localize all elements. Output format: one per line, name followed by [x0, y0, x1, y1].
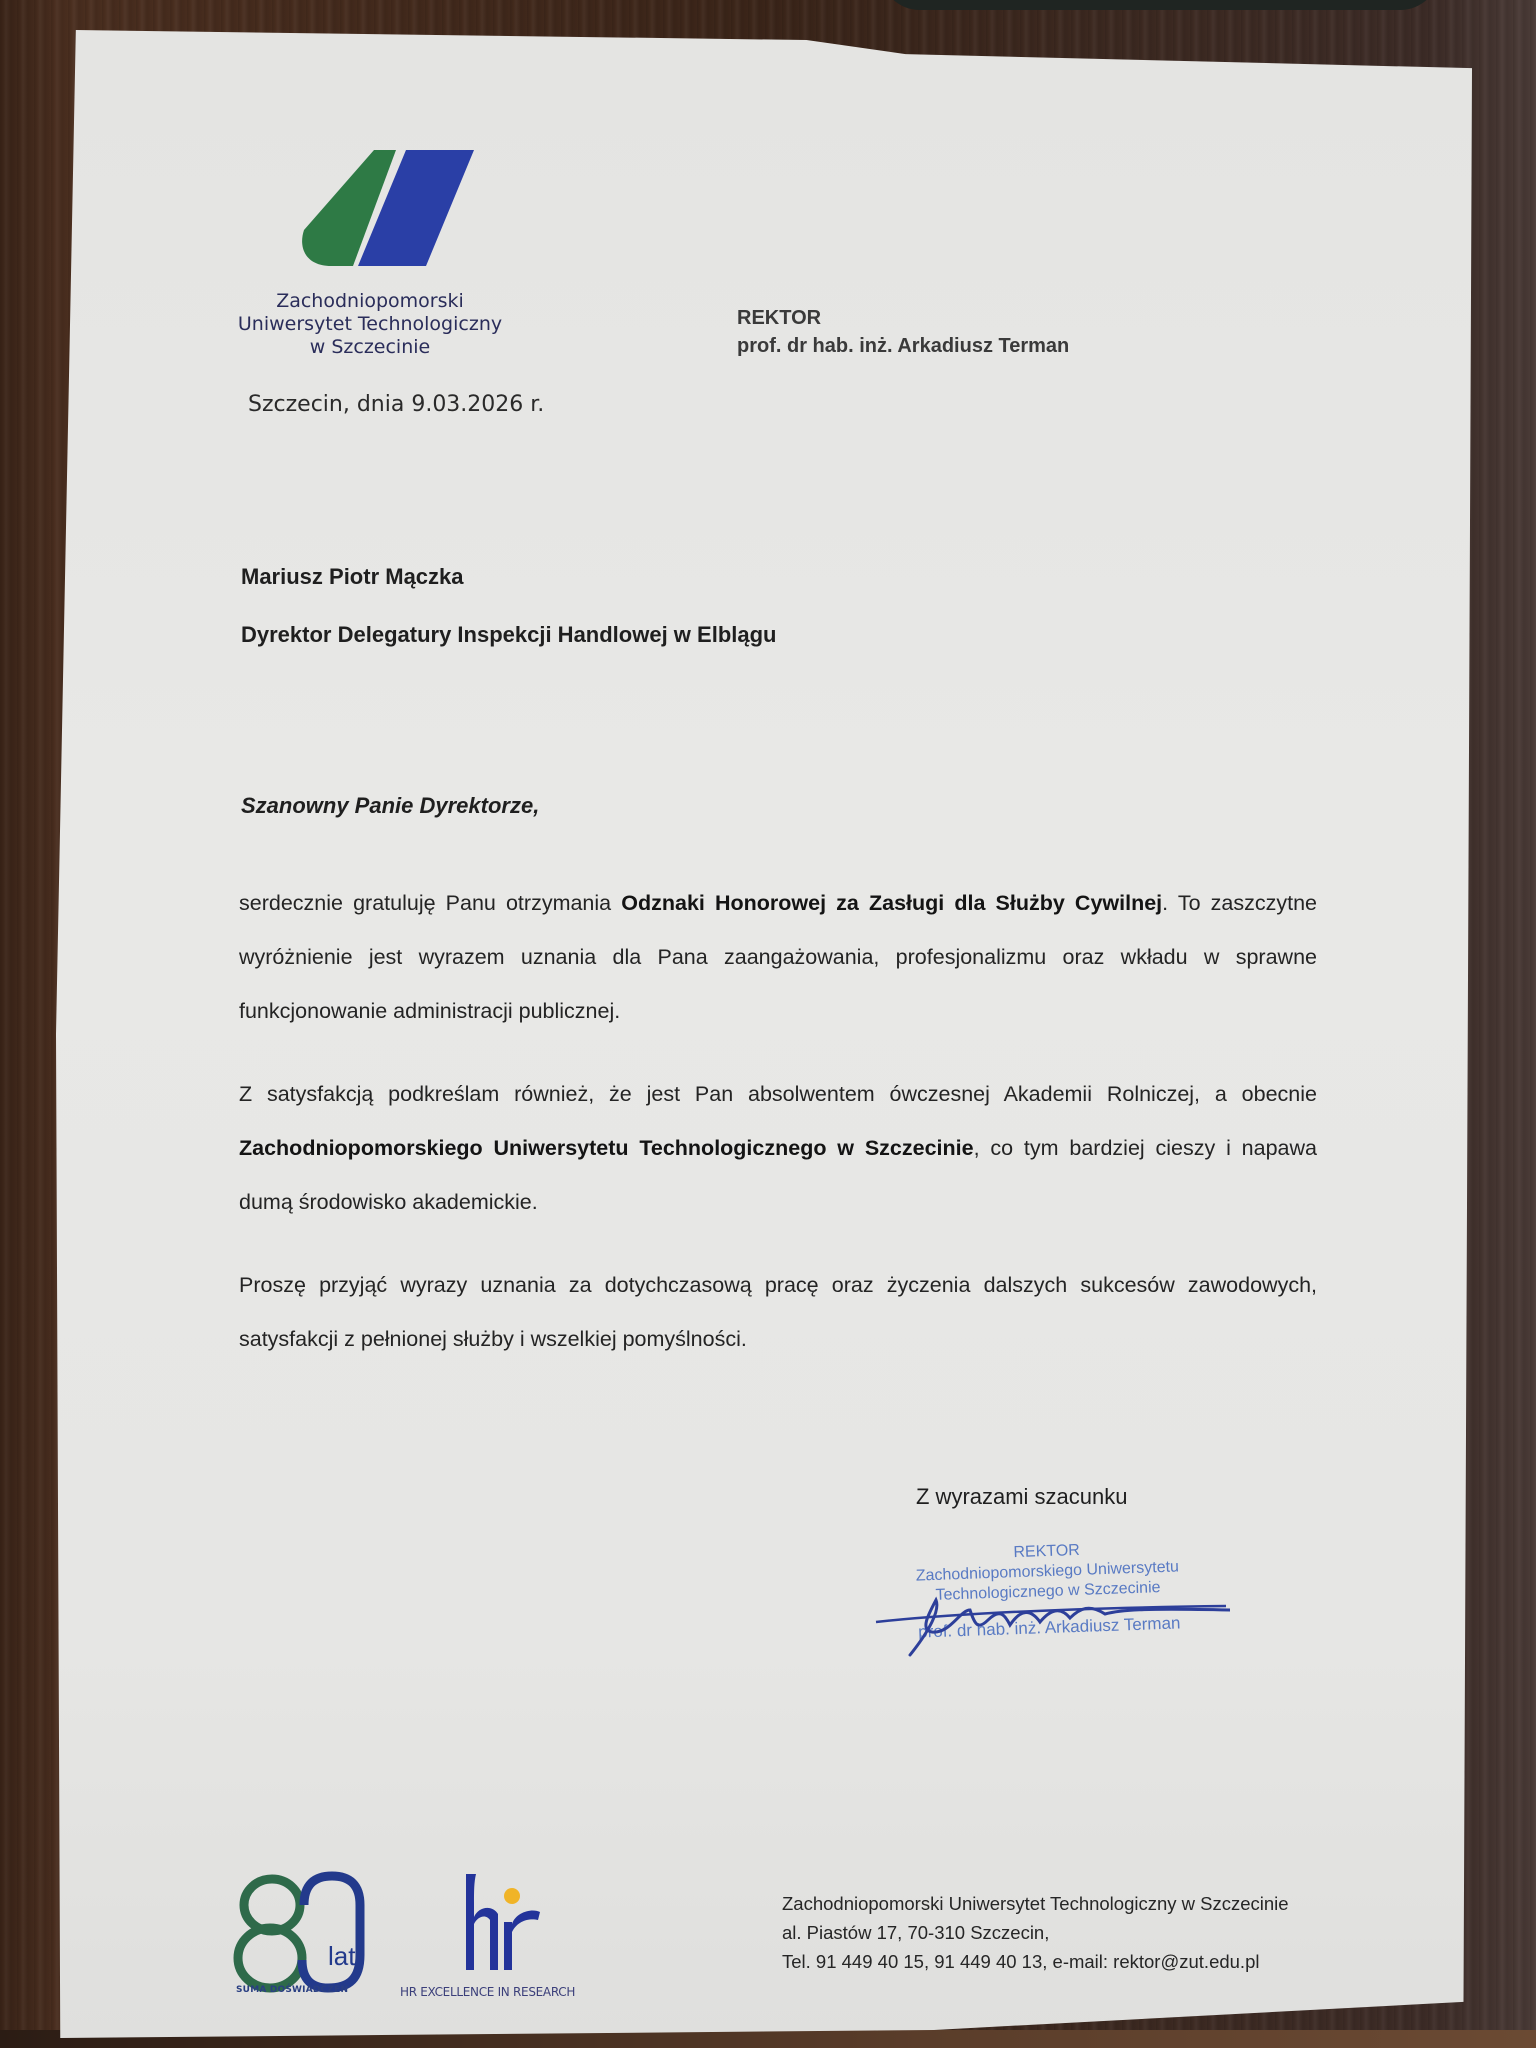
- sender-title: REKTOR: [737, 307, 822, 329]
- university-name-line: Uniwersytet Technologiczny: [237, 313, 503, 335]
- hr-caption: HR EXCELLENCE IN RESEARCH: [400, 1985, 576, 1999]
- addressee-position: Dyrektor Delegatury Inspekcji Handlowej w Elblągu: [241, 622, 777, 647]
- university-name-line: w Szczecinie: [309, 336, 431, 358]
- stamp-line: Zachodniopomorskiego Uniwersytetu: [915, 1558, 1180, 1585]
- sender-name: prof. dr hab. inż. Arkadiusz Terman: [737, 335, 1070, 357]
- letter-date: Szczecin, dnia 9.03.2026 r.: [248, 392, 545, 417]
- address-line: Tel. 91 449 40 15, 91 449 40 13, e-mail: rektor@zut.edu.pl: [782, 1951, 1260, 1972]
- paragraph-text: serdecznie gratuluję Panu otrzymania: [239, 891, 622, 915]
- addressee-block: [241, 548, 776, 664]
- anniversary-80-logo-icon: [232, 1870, 372, 2000]
- paragraph-text: Z satysfakcją podkreślam również, że jest Pan absolwentem ówczesnej Akademii Rolniczej, a obecnie: [239, 1082, 1317, 1106]
- body-paragraph: [239, 1067, 1317, 1229]
- dark-object-top: [880, 0, 1440, 10]
- body-paragraph: [239, 1258, 1317, 1366]
- sender-block: [737, 304, 1069, 360]
- footer-address: [782, 1889, 1289, 1976]
- paragraph-emphasis: Odznaki Honorowej za Zasługi dla Służby Cywilnej: [621, 891, 1163, 915]
- address-line: al. Piastów 17, 70-310 Szczecin,: [782, 1922, 1050, 1943]
- stamp-name: prof. dr hab. inż. Arkadiusz Terman: [917, 1613, 1181, 1642]
- university-name: [200, 290, 540, 359]
- stamp-title: REKTOR: [1013, 1541, 1081, 1562]
- university-name-line: Zachodniopomorski: [276, 290, 464, 312]
- salutation: Szanowny Panie Dyrektorze,: [241, 793, 540, 818]
- handwritten-signature-icon: [870, 1570, 1230, 1660]
- paragraph-text: , co tym bardziej cieszy i napawa dumą środowisko akademickie.: [239, 1136, 1317, 1214]
- address-line: Zachodniopomorski Uniwersytet Technologiczny w Szczecinie: [782, 1893, 1289, 1914]
- anniversary-suffix: lat: [328, 1941, 356, 1971]
- body-paragraph: [239, 876, 1317, 1038]
- anniversary-tagline: SUMA DOŚWIADCZEŃ: [236, 1985, 349, 1995]
- hr-excellence-logo-icon: [458, 1872, 548, 1972]
- letter-body: [239, 876, 1317, 1395]
- paragraph-text: Proszę przyjąć wyrazy uznania za dotychczasową pracę oraz życzenia dalszych sukcesów zawodowych, satysfakcji z pełnionej służby i wszelkiej pomyślności.: [239, 1273, 1317, 1351]
- stamp-line: Technologicznego w Szczecinie: [935, 1579, 1161, 1604]
- paragraph-text: . To zaszczytne wyróżnienie jest wyrazem uznania dla Pana zaangażowania, profesjonalizmu oraz wkładu w sprawne funkcjonowanie administracji publicznej.: [239, 891, 1317, 1023]
- addressee-name: Mariusz Piotr Mączka: [241, 564, 464, 589]
- closing: Z wyrazami szacunku: [916, 1484, 1128, 1509]
- zut-logo-icon: [296, 148, 476, 268]
- paragraph-emphasis: Zachodniopomorskiego Uniwersytetu Technologicznego w Szczecinie: [239, 1136, 974, 1160]
